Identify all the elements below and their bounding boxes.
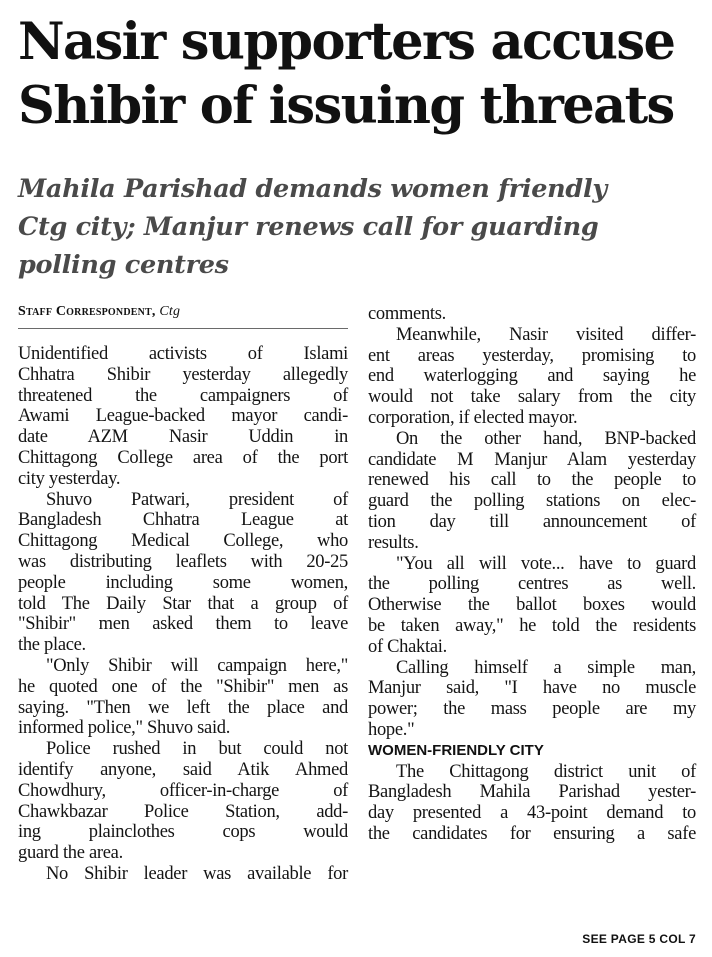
byline-author: Staff Correspondent, xyxy=(18,304,156,319)
text-line: The Chittagong district unit of xyxy=(396,761,696,782)
text-line: Chhatra Shibir yesterday allegedly xyxy=(18,364,348,385)
left-column xyxy=(18,344,348,885)
text-line: tion day till announcement of xyxy=(368,511,696,532)
text-line: Unidentified activists of Islami xyxy=(18,344,348,364)
text-line: ing plainclothes cops would xyxy=(18,822,348,843)
headline-line: Nasir supporters accuse xyxy=(18,12,675,72)
text-line: told The Daily Star that a group of xyxy=(18,593,348,614)
subheadline-line: Ctg city; Manjur renews call for guarding xyxy=(18,212,599,242)
text-line: corporation, if elected mayor. xyxy=(368,407,578,428)
text-line: Awami League-backed mayor candi- xyxy=(18,406,348,427)
text-line: be taken away," he told the residents xyxy=(368,615,696,636)
byline-divider xyxy=(18,328,348,329)
text-line: Bangladesh Mahila Parishad yester- xyxy=(368,782,696,803)
text-line: saying. "Then we left the place and xyxy=(18,697,348,718)
text-line: candidate M Manjur Alam yesterday xyxy=(368,449,696,470)
text-line: end waterlogging and saying he xyxy=(368,366,696,387)
text-line: Chittagong Medical College, who xyxy=(18,531,348,552)
text-line: No Shibir leader was available for xyxy=(46,863,348,884)
subheadline-line: polling centres xyxy=(18,250,229,280)
text-line: comments. xyxy=(368,304,446,324)
text-line: he quoted one of the "Shibir" men as xyxy=(18,676,348,697)
text-line: Calling himself a simple man, xyxy=(396,657,696,678)
text-line: the place. xyxy=(18,635,86,656)
text-line: Chawkbazar Police Station, add- xyxy=(18,801,348,822)
text-line: would not take salary from the city xyxy=(368,387,696,408)
headline xyxy=(18,10,708,138)
text-line: guard the area. xyxy=(18,843,123,864)
text-line: Otherwise the ballot boxes would xyxy=(368,595,696,616)
text-line: Chowdhury, officer-in-charge of xyxy=(18,780,348,801)
text-line: guard the polling stations on elec- xyxy=(368,491,696,512)
subheadline xyxy=(18,170,708,284)
text-line: people including some women, xyxy=(18,572,348,593)
text-line: Meanwhile, Nasir visited differ- xyxy=(396,324,696,345)
continuation-note: SEE PAGE 5 COL 7 xyxy=(582,932,696,946)
text-line: Manjur said, "I have no muscle xyxy=(368,678,696,699)
text-line: Bangladesh Chhatra League at xyxy=(18,510,348,531)
text-line: identify anyone, said Atik Ahmed xyxy=(18,759,348,780)
text-line: threatened the campaigners of xyxy=(18,385,348,406)
text-line: Police rushed in but could not xyxy=(46,739,348,760)
byline xyxy=(18,304,350,320)
text-line: On the other hand, BNP-backed xyxy=(396,428,696,449)
text-line: Shuvo Patwari, president of xyxy=(46,489,348,510)
text-line: of Chaktai. xyxy=(368,636,447,657)
text-line: ent areas yesterday, promising to xyxy=(368,345,696,366)
text-line: Chittagong College area of the port xyxy=(18,447,348,468)
text-line: was distributing leaflets with 20-25 xyxy=(18,551,348,572)
text-line: the candidates for ensuring a safe xyxy=(368,823,696,844)
section-heading: WOMEN-FRIENDLY CITY xyxy=(368,741,544,759)
text-line: results. xyxy=(368,532,419,553)
text-line: "Only Shibir will campaign here," xyxy=(46,655,348,676)
text-line: date AZM Nasir Uddin in xyxy=(18,427,348,448)
text-line: informed police," Shuvo said. xyxy=(18,718,231,739)
text-line: renewed his call to the people to xyxy=(368,470,696,491)
text-line: power; the mass people are my xyxy=(368,699,696,720)
text-line: hope." xyxy=(368,719,415,740)
text-line: "You all will vote... have to guard xyxy=(396,553,696,574)
text-line: day presented a 43-point demand to xyxy=(368,803,696,824)
text-line: "Shibir" men asked them to leave xyxy=(18,614,348,635)
text-line: city yesterday. xyxy=(18,468,121,489)
byline-location: Ctg xyxy=(159,304,181,319)
subheadline-line: Mahila Parishad demands women friendly xyxy=(18,174,607,204)
right-column xyxy=(368,304,696,845)
headline-line: Shibir of issuing threats xyxy=(18,76,674,136)
text-line: the polling centres as well. xyxy=(368,574,696,595)
